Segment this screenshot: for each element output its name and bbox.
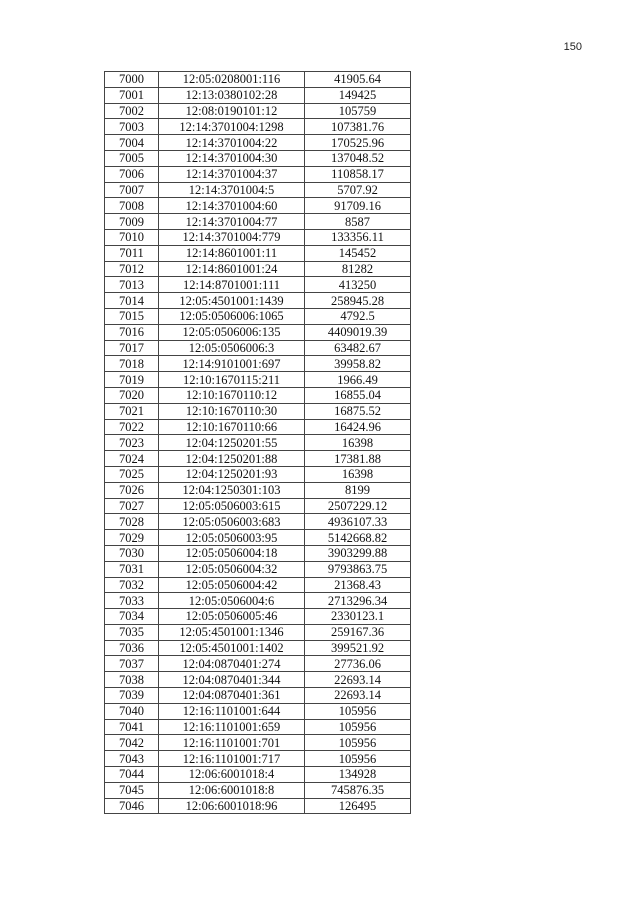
cadastral-number-cell: 12:05:0506006:135 <box>159 324 305 340</box>
row-index-cell: 7027 <box>105 498 159 514</box>
table-row <box>105 672 411 688</box>
table-row <box>105 782 411 798</box>
value-cell: 137048.52 <box>305 150 411 166</box>
cadastral-number-cell: 12:04:1250201:93 <box>159 466 305 482</box>
table-row <box>105 229 411 245</box>
cadastral-number-cell: 12:16:1101001:717 <box>159 751 305 767</box>
value-cell: 63482.67 <box>305 340 411 356</box>
cadastral-number-cell: 12:05:0506003:615 <box>159 498 305 514</box>
row-index-cell: 7034 <box>105 609 159 625</box>
row-index-cell: 7028 <box>105 514 159 530</box>
table-row <box>105 514 411 530</box>
row-index-cell: 7042 <box>105 735 159 751</box>
value-cell: 170525.96 <box>305 135 411 151</box>
row-index-cell: 7012 <box>105 261 159 277</box>
row-index-cell: 7007 <box>105 182 159 198</box>
table-row <box>105 72 411 88</box>
row-index-cell: 7011 <box>105 245 159 261</box>
row-index-cell: 7038 <box>105 672 159 688</box>
table-row <box>105 609 411 625</box>
row-index-cell: 7009 <box>105 214 159 230</box>
table-row <box>105 277 411 293</box>
row-index-cell: 7014 <box>105 293 159 309</box>
row-index-cell: 7025 <box>105 466 159 482</box>
table-row <box>105 340 411 356</box>
value-cell: 41905.64 <box>305 72 411 88</box>
cadastral-number-cell: 12:16:1101001:644 <box>159 703 305 719</box>
value-cell: 105956 <box>305 719 411 735</box>
row-index-cell: 7016 <box>105 324 159 340</box>
value-cell: 16875.52 <box>305 403 411 419</box>
value-cell: 16424.96 <box>305 419 411 435</box>
cadastral-number-cell: 12:08:0190101:12 <box>159 103 305 119</box>
cadastral-number-cell: 12:05:4501001:1402 <box>159 640 305 656</box>
table-row <box>105 545 411 561</box>
cadastral-number-cell: 12:05:4501001:1439 <box>159 293 305 309</box>
table-row <box>105 166 411 182</box>
value-cell: 105956 <box>305 735 411 751</box>
value-cell: 134928 <box>305 767 411 783</box>
cadastral-number-cell: 12:05:0208001:116 <box>159 72 305 88</box>
cadastral-number-cell: 12:16:1101001:701 <box>159 735 305 751</box>
value-cell: 22693.14 <box>305 688 411 704</box>
cadastral-number-cell: 12:05:0506004:18 <box>159 545 305 561</box>
table-body <box>105 72 411 814</box>
table-row <box>105 466 411 482</box>
row-index-cell: 7043 <box>105 751 159 767</box>
row-index-cell: 7046 <box>105 798 159 814</box>
cadastral-number-cell: 12:04:0870401:361 <box>159 688 305 704</box>
value-cell: 107381.76 <box>305 119 411 135</box>
value-cell: 105759 <box>305 103 411 119</box>
table-row <box>105 293 411 309</box>
cadastral-number-cell: 12:05:0506003:95 <box>159 530 305 546</box>
value-cell: 149425 <box>305 87 411 103</box>
value-cell: 5142668.82 <box>305 530 411 546</box>
table-row <box>105 261 411 277</box>
value-cell: 2330123.1 <box>305 609 411 625</box>
table-row <box>105 198 411 214</box>
row-index-cell: 7021 <box>105 403 159 419</box>
row-index-cell: 7023 <box>105 435 159 451</box>
value-cell: 3903299.88 <box>305 545 411 561</box>
row-index-cell: 7033 <box>105 593 159 609</box>
cadastral-number-cell: 12:14:3701004:77 <box>159 214 305 230</box>
table-row <box>105 530 411 546</box>
table-row <box>105 767 411 783</box>
cadastral-number-cell: 12:06:6001018:4 <box>159 767 305 783</box>
value-cell: 16398 <box>305 466 411 482</box>
row-index-cell: 7008 <box>105 198 159 214</box>
value-cell: 39958.82 <box>305 356 411 372</box>
table-row <box>105 688 411 704</box>
row-index-cell: 7015 <box>105 308 159 324</box>
row-index-cell: 7035 <box>105 624 159 640</box>
value-cell: 22693.14 <box>305 672 411 688</box>
row-index-cell: 7037 <box>105 656 159 672</box>
table-row <box>105 150 411 166</box>
value-cell: 259167.36 <box>305 624 411 640</box>
cadastral-number-cell: 12:16:1101001:659 <box>159 719 305 735</box>
cadastral-number-cell: 12:14:3701004:1298 <box>159 119 305 135</box>
row-index-cell: 7045 <box>105 782 159 798</box>
row-index-cell: 7036 <box>105 640 159 656</box>
row-index-cell: 7013 <box>105 277 159 293</box>
cadastral-number-cell: 12:05:0506004:6 <box>159 593 305 609</box>
value-cell: 2507229.12 <box>305 498 411 514</box>
value-cell: 745876.35 <box>305 782 411 798</box>
table-row <box>105 356 411 372</box>
cadastral-number-cell: 12:04:1250301:103 <box>159 482 305 498</box>
row-index-cell: 7040 <box>105 703 159 719</box>
row-index-cell: 7020 <box>105 387 159 403</box>
table-row <box>105 387 411 403</box>
cadastral-number-cell: 12:14:3701004:60 <box>159 198 305 214</box>
table-row <box>105 703 411 719</box>
row-index-cell: 7031 <box>105 561 159 577</box>
row-index-cell: 7032 <box>105 577 159 593</box>
cadastral-number-cell: 12:14:8601001:24 <box>159 261 305 277</box>
cadastral-number-cell: 12:14:3701004:5 <box>159 182 305 198</box>
table-row <box>105 561 411 577</box>
row-index-cell: 7019 <box>105 372 159 388</box>
row-index-cell: 7004 <box>105 135 159 151</box>
table-row <box>105 656 411 672</box>
row-index-cell: 7001 <box>105 87 159 103</box>
row-index-cell: 7026 <box>105 482 159 498</box>
value-cell: 145452 <box>305 245 411 261</box>
value-cell: 105956 <box>305 751 411 767</box>
table-row <box>105 482 411 498</box>
row-index-cell: 7010 <box>105 229 159 245</box>
value-cell: 9793863.75 <box>305 561 411 577</box>
table-row <box>105 735 411 751</box>
cadastral-number-cell: 12:10:1670110:30 <box>159 403 305 419</box>
page-number: 150 <box>563 41 582 53</box>
table-row <box>105 103 411 119</box>
row-index-cell: 7041 <box>105 719 159 735</box>
table-row <box>105 498 411 514</box>
row-index-cell: 7030 <box>105 545 159 561</box>
value-cell: 27736.06 <box>305 656 411 672</box>
table-row <box>105 593 411 609</box>
cadastral-number-cell: 12:14:9101001:697 <box>159 356 305 372</box>
cadastral-number-cell: 12:10:1670115:211 <box>159 372 305 388</box>
value-cell: 5707.92 <box>305 182 411 198</box>
cadastral-number-cell: 12:14:3701004:30 <box>159 150 305 166</box>
table-row <box>105 798 411 814</box>
cadastral-number-cell: 12:10:1670110:66 <box>159 419 305 435</box>
value-cell: 8199 <box>305 482 411 498</box>
cadastral-number-cell: 12:14:3701004:779 <box>159 229 305 245</box>
cadastral-number-cell: 12:14:3701004:22 <box>159 135 305 151</box>
cadastral-number-cell: 12:05:0506005:46 <box>159 609 305 625</box>
row-index-cell: 7044 <box>105 767 159 783</box>
cadastral-number-cell: 12:14:3701004:37 <box>159 166 305 182</box>
table-row <box>105 119 411 135</box>
table-row <box>105 435 411 451</box>
value-cell: 16855.04 <box>305 387 411 403</box>
table-row <box>105 182 411 198</box>
value-cell: 126495 <box>305 798 411 814</box>
value-cell: 4792.5 <box>305 308 411 324</box>
value-cell: 110858.17 <box>305 166 411 182</box>
table-row <box>105 451 411 467</box>
value-cell: 4936107.33 <box>305 514 411 530</box>
value-cell: 258945.28 <box>305 293 411 309</box>
value-cell: 21368.43 <box>305 577 411 593</box>
cadastral-number-cell: 12:05:0506003:683 <box>159 514 305 530</box>
cadastral-number-cell: 12:10:1670110:12 <box>159 387 305 403</box>
row-index-cell: 7006 <box>105 166 159 182</box>
table-row <box>105 403 411 419</box>
cadastral-number-cell: 12:05:0506004:32 <box>159 561 305 577</box>
cadastral-number-cell: 12:14:8701001:111 <box>159 277 305 293</box>
table-row <box>105 751 411 767</box>
cadastral-number-cell: 12:05:0506004:42 <box>159 577 305 593</box>
table-row <box>105 135 411 151</box>
cadastral-number-cell: 12:04:1250201:88 <box>159 451 305 467</box>
table-row <box>105 372 411 388</box>
value-cell: 17381.88 <box>305 451 411 467</box>
cadastral-number-cell: 12:06:6001018:96 <box>159 798 305 814</box>
row-index-cell: 7029 <box>105 530 159 546</box>
row-index-cell: 7003 <box>105 119 159 135</box>
table-row <box>105 87 411 103</box>
table-row <box>105 640 411 656</box>
row-index-cell: 7005 <box>105 150 159 166</box>
value-cell: 105956 <box>305 703 411 719</box>
cadastral-number-cell: 12:04:0870401:344 <box>159 672 305 688</box>
table-row <box>105 719 411 735</box>
cadastral-number-cell: 12:05:0506006:3 <box>159 340 305 356</box>
cadastral-number-cell: 12:05:4501001:1346 <box>159 624 305 640</box>
value-cell: 1966.49 <box>305 372 411 388</box>
cadastral-number-cell: 12:05:0506006:1065 <box>159 308 305 324</box>
data-table <box>104 71 411 814</box>
row-index-cell: 7017 <box>105 340 159 356</box>
cadastral-number-cell: 12:06:6001018:8 <box>159 782 305 798</box>
table-row <box>105 577 411 593</box>
row-index-cell: 7000 <box>105 72 159 88</box>
value-cell: 413250 <box>305 277 411 293</box>
table-row <box>105 245 411 261</box>
value-cell: 4409019.39 <box>305 324 411 340</box>
value-cell: 8587 <box>305 214 411 230</box>
table-row <box>105 624 411 640</box>
cadastral-number-cell: 12:13:0380102:28 <box>159 87 305 103</box>
row-index-cell: 7018 <box>105 356 159 372</box>
value-cell: 2713296.34 <box>305 593 411 609</box>
row-index-cell: 7024 <box>105 451 159 467</box>
table-row <box>105 324 411 340</box>
cadastral-number-cell: 12:04:1250201:55 <box>159 435 305 451</box>
cadastral-number-cell: 12:14:8601001:11 <box>159 245 305 261</box>
value-cell: 133356.11 <box>305 229 411 245</box>
value-cell: 81282 <box>305 261 411 277</box>
row-index-cell: 7002 <box>105 103 159 119</box>
table-row <box>105 214 411 230</box>
value-cell: 16398 <box>305 435 411 451</box>
cadastral-number-cell: 12:04:0870401:274 <box>159 656 305 672</box>
row-index-cell: 7039 <box>105 688 159 704</box>
table-row <box>105 419 411 435</box>
row-index-cell: 7022 <box>105 419 159 435</box>
table-row <box>105 308 411 324</box>
value-cell: 91709.16 <box>305 198 411 214</box>
value-cell: 399521.92 <box>305 640 411 656</box>
